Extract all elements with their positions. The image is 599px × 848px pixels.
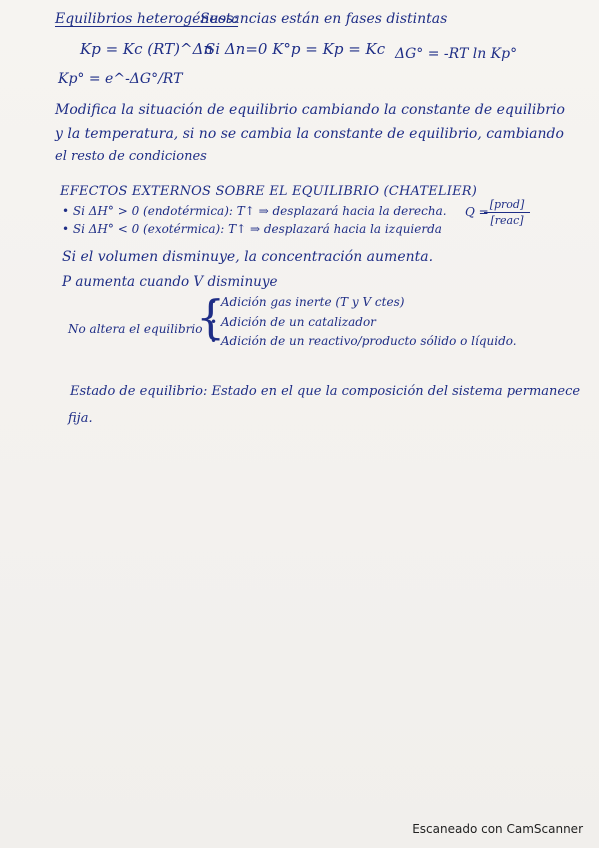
volume-note: Si el volumen disminuye, la concentración aumenta.: [62, 249, 434, 265]
equation-kp-exponential: Kp° = e^-ΔG°/RT: [58, 71, 183, 87]
endothermic-effect: • Si ΔH° > 0 (endotérmica): T↑ ⇒ desplazará hacia la derecha.: [62, 204, 447, 218]
pressure-note: P aumenta cuando V disminuye: [62, 274, 278, 290]
modify-text-line-2: y la temperatura, si no se cambia la constante de equilibrio, cambiando: [55, 126, 564, 142]
q-numerator: [prod]: [489, 198, 525, 211]
q-denominator: [reac]: [490, 214, 524, 227]
exothermic-effect: • Si ΔH° < 0 (exotérmica): T↑ ⇒ desplazará hacia la izquierda: [62, 222, 442, 236]
camscanner-footer: Escaneado con CamScanner: [412, 822, 583, 836]
q-label: Q =: [465, 205, 489, 219]
chatelier-title: EFECTOS EXTERNOS SOBRE EL EQUILIBRIO (CHATELIER): [60, 184, 478, 199]
modify-text-line-3: el resto de condiciones: [55, 149, 207, 164]
equation-delta-n-zero: Si Δn=0 K°p = Kp = Kc: [205, 40, 386, 58]
no-altera-label: No altera el equilibrio: [68, 322, 203, 336]
adicion-gas-inerte: • Adición gas inerte (T y V ctes): [210, 295, 405, 309]
q-fraction: [484, 198, 530, 227]
modify-text-line-1: Modifica la situación de equilibrio cambiando la constante de equilibrio: [55, 102, 565, 118]
adicion-solido-liquido: • Adición de un reactivo/producto sólido o líquido.: [210, 334, 517, 348]
estado-definition-end: fija.: [68, 411, 93, 426]
equation-kp-kc: Kp = Kc (RT)^Δn: [80, 40, 214, 58]
equation-delta-g: ΔG° = -RT ln Kp°: [395, 46, 518, 62]
hetero-description: Sustancias están en fases distintas: [200, 11, 448, 27]
adicion-catalizador: • Adición de un catalizador: [210, 315, 376, 329]
estado-definition: Estado de equilibrio: Estado en el que la composición del sistema permanece: [70, 384, 581, 399]
fraction-bar: [484, 212, 530, 213]
curly-brace: {: [196, 290, 226, 344]
heading-hetero: Equilibrios heterogéneos:: [55, 11, 239, 27]
